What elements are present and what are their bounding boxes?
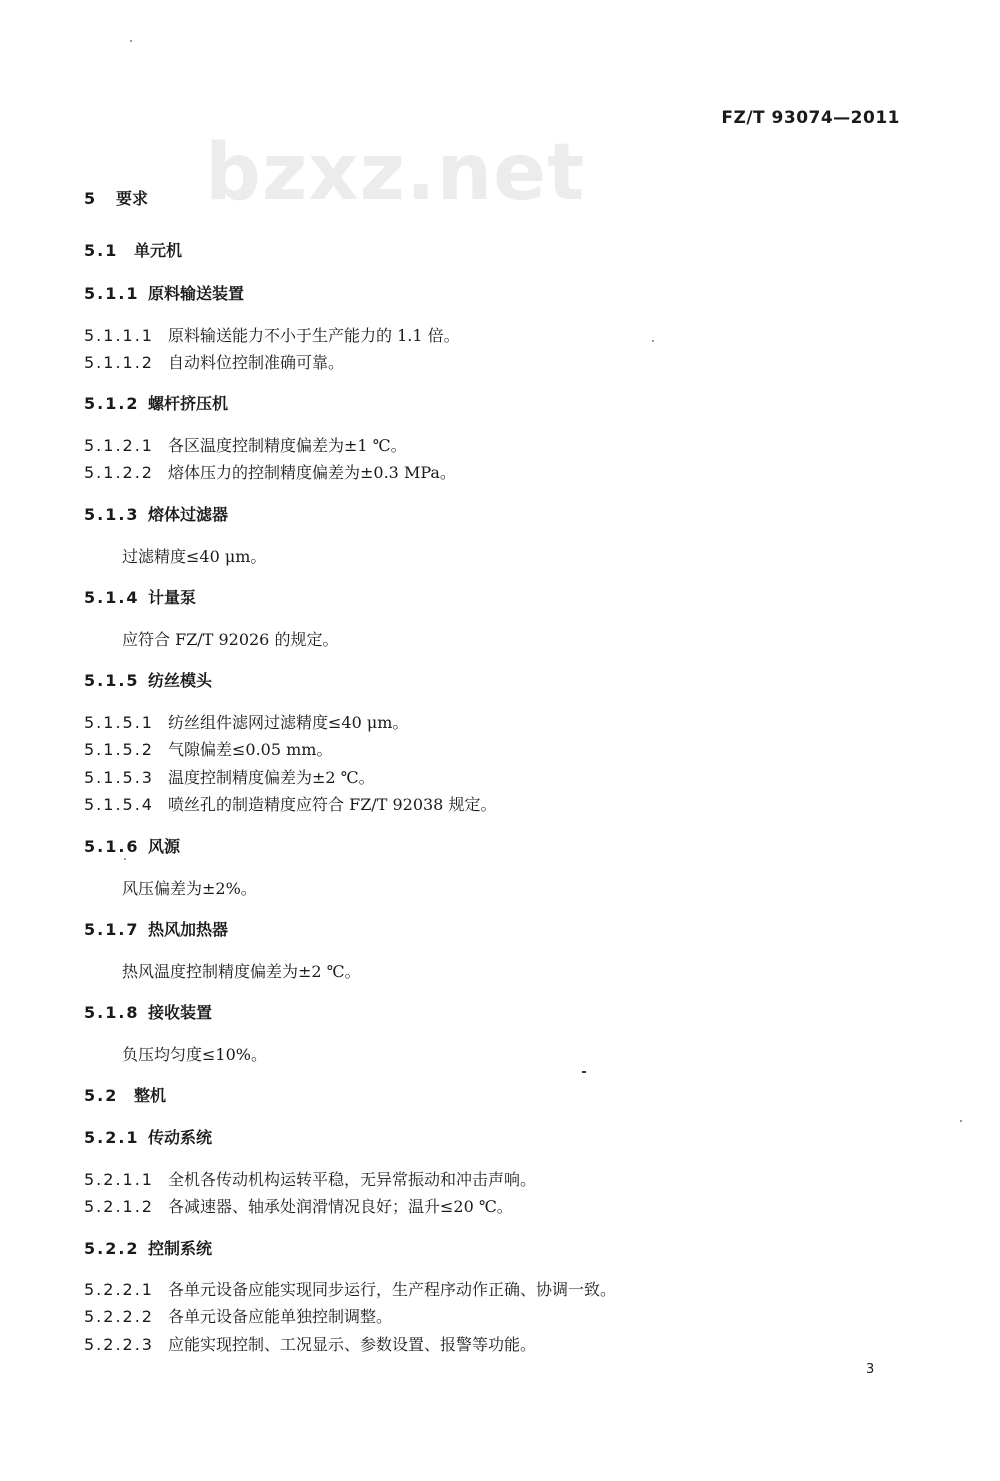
clause-body: 负压均匀度≤10%。 (122, 1045, 267, 1064)
clause-body: 过滤精度≤40 μm。 (122, 547, 267, 566)
scan-speck (124, 858, 126, 860)
clause: 5.1.2.1 各区温度控制精度偏差为±1 ℃。 (84, 436, 407, 455)
section-heading: 5 要求 (84, 189, 149, 208)
section-heading: 5.1.3 熔体过滤器 (84, 505, 229, 524)
clause: 5.1.5.2 气隙偏差≤0.05 mm。 (84, 740, 333, 759)
scan-speck (582, 1071, 586, 1073)
scan-speck (130, 40, 132, 42)
clause: 5.1.2.2 熔体压力的控制精度偏差为±0.3 MPa。 (84, 463, 456, 482)
scan-speck (960, 1120, 962, 1122)
clause: 5.2.2.1 各单元设备应能实现同步运行，生产程序动作正确、协调一致。 (84, 1280, 617, 1299)
section-heading: 5.1.4 计量泵 (84, 588, 197, 607)
clause: 5.2.2.3 应能实现控制、工况显示、参数设置、报警等功能。 (84, 1335, 537, 1354)
clause: 5.2.1.1 全机各传动机构运转平稳，无异常振动和冲击声响。 (84, 1170, 537, 1189)
section-heading: 5.1 单元机 (84, 241, 183, 260)
section-heading: 5.1.5 纺丝模头 (84, 671, 213, 690)
clause: 5.1.5.3 温度控制精度偏差为±2 ℃。 (84, 768, 375, 787)
section-heading: 5.2.1 传动系统 (84, 1128, 213, 1147)
scan-speck (652, 340, 654, 342)
clause: 5.1.5.1 纺丝组件滤网过滤精度≤40 μm。 (84, 713, 409, 732)
section-heading: 5.1.6 风源 (84, 837, 181, 856)
clause: 5.2.2.2 各单元设备应能单独控制调整。 (84, 1307, 393, 1326)
clause: 5.1.1.2 自动料位控制准确可靠。 (84, 353, 345, 372)
section-heading: 5.1.1 原料输送装置 (84, 284, 245, 303)
page-number: 3 (866, 1362, 875, 1377)
standard-number: FZ/T 93074—2011 (721, 108, 900, 128)
section-heading: 5.1.8 接收装置 (84, 1003, 213, 1022)
watermark: bzxz.net (205, 128, 586, 218)
section-heading: 5.2.2 控制系统 (84, 1239, 213, 1258)
clause-body: 热风温度控制精度偏差为±2 ℃。 (122, 962, 361, 981)
section-heading: 5.1.2 螺杆挤压机 (84, 394, 229, 413)
clause-body: 应符合 FZ/T 92026 的规定。 (122, 630, 339, 649)
clause: 5.1.1.1 原料输送能力不小于生产能力的 1.1 倍。 (84, 326, 460, 345)
clause: 5.1.5.4 喷丝孔的制造精度应符合 FZ/T 92038 规定。 (84, 795, 497, 814)
section-heading: 5.1.7 热风加热器 (84, 920, 229, 939)
clause: 5.2.1.2 各减速器、轴承处润滑情况良好；温升≤20 ℃。 (84, 1197, 513, 1216)
section-heading: 5.2 整机 (84, 1086, 167, 1105)
clause-body: 风压偏差为±2%。 (122, 879, 257, 898)
